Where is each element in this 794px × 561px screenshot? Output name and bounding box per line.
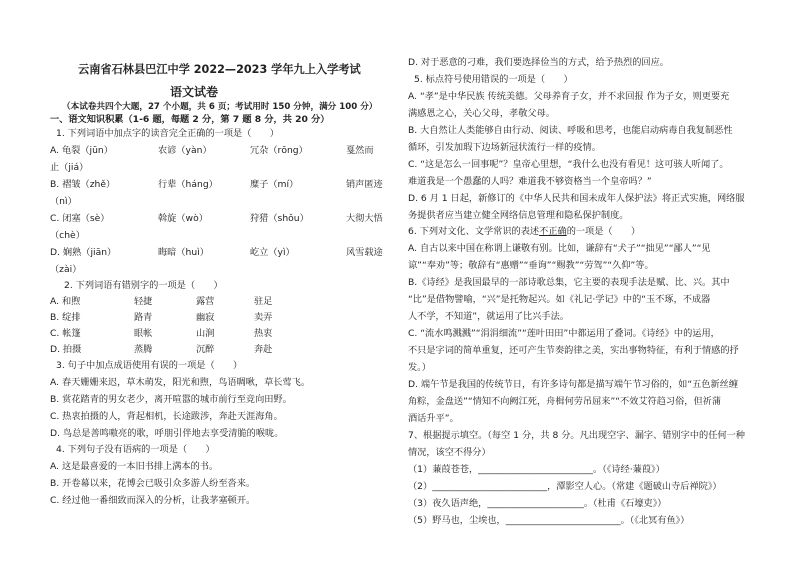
- question-7-cont: 情况，该空不得分）: [408, 447, 491, 458]
- q6-line-4: “比”是借物譬喻，“兴”是托物起兴。如《礼记·学记》中的“玉不琢，不成器: [408, 294, 711, 305]
- q5-line-1: A. “孝”是中华民族 传统美德。父母养育子女，并不求回报 作为子女，则更要充: [408, 91, 730, 102]
- q5-line-5: C. “这是怎么一回事呢”？皇帝心里想，“我什么也没有看见！这可骇人听闻了。: [408, 159, 729, 170]
- section-1-heading: 一、语文知识积累（1-6 题，每题 2 分，第 7 题 8 分，共 20 分）: [50, 114, 330, 125]
- exam-title: 云南省石林县巴江中学 2022—2023 学年九上入学考试: [78, 63, 361, 76]
- q1-option-b-wrap: （nì）: [50, 196, 77, 207]
- q6-line-8: 发。）: [408, 362, 431, 373]
- exam-subtitle: 语文试卷: [170, 85, 219, 99]
- q4-option-a: A. 这是最喜爱的一本旧书排上满本的书。: [50, 461, 219, 472]
- q6-emphasis: 不正确: [539, 226, 567, 237]
- q3-option-d: D. 鸟总是善鸣嗷亮的歌，呼朋引伴地去享受清脆的喉咙。: [50, 428, 284, 439]
- q5-line-8: 务提供者应当建立健全网络信息管理和隐私保护制度。: [408, 210, 629, 221]
- q7-item-5: （5）野马也，尘埃也，_________________________。（《北冥有鱼》）: [408, 515, 690, 526]
- question-5: 5. 标点符号使用错误的一项是（ ）: [414, 74, 573, 85]
- question-1: 1. 下列词语中加点字的读音完全正确的一项是（ ）: [56, 128, 279, 139]
- q6-line-3: B.《诗经》是我国最早的一部诗歌总集，它主要的表现手法是赋、比、兴。其中: [408, 277, 730, 288]
- q6-line-6: C. “流水鸣溅溅”“涓涓细流”“莲叶田田”中都运用了叠词。《诗经》中的运用，: [408, 328, 720, 339]
- q1-option-d-wrap: （zài）: [50, 264, 82, 275]
- q7-item-1: （1）蒹葭苍苍，_________________________。（《诗经·蒹葭》）: [408, 464, 665, 475]
- q3-option-b: B. 赏花踏青的男女老少，离开喧嚣的城市前行至竞向田野。: [50, 394, 292, 405]
- question-6: 6. 下列对文化、文学常识的表述不正确的一项是（ ）: [408, 226, 641, 237]
- question-4: 4. 下列句子没有语病的一项是（ ）: [56, 444, 215, 455]
- q1-option-a-wrap: 止（jiá）: [50, 162, 89, 173]
- q5-line-2: 满感恩之心，关心父母，孝敬父母。: [408, 108, 555, 119]
- q3-option-a: A. 春天姗姗来迟，草木萌发，阳光和煦，鸟语啁啾，草长莺飞。: [50, 377, 311, 388]
- question-2: 2. 下列词语有错别字的一项是（ ）: [64, 280, 223, 291]
- q4-option-d: D. 对于恶意的刁难，我们要选择俭当的方式，给予热烈的回应。: [408, 57, 669, 68]
- q4-option-c: C. 经过他一番细致而深入的分析，让我茅塞顿开。: [50, 495, 256, 506]
- q6-line-2: 谅”“奉劝”等；敬辞有“惠赠”“垂询”“赐教”“劳驾”“久仰”等。: [408, 260, 654, 271]
- q5-line-4: 循环，引发加瑕下边场新冠状流行一样的疫情。: [408, 142, 601, 153]
- q6-line-11: 酒话升平”。: [408, 413, 459, 424]
- question-3: 3. 句子中加点成语使用有误的一项是（ ）: [56, 360, 243, 371]
- q7-item-3: （3）夜久语声绝，_____________________。（杜甫《石壕吏》）: [408, 498, 667, 509]
- q4-option-b: B. 开卷幕以来，花博会已吸引众多游人纷至沓来。: [50, 478, 256, 489]
- q6-line-9: D. 端午节是我国的传统节日，有许多诗句都是描写端午节习俗的，如“五色新丝缠: [408, 379, 739, 390]
- q6-line-5: 人不学，不知道”，就运用了比兴手法。: [408, 311, 569, 322]
- q3-option-c: C. 热衷拍摄的人，背起相机，长途跋涉，奔赴天涯海角。: [50, 411, 283, 422]
- q6-line-10: 角粽，金盘送”“情知不向阙江死，舟楫何劳吊屈来”“不效艾符趋习俗，但祈蒲: [408, 396, 722, 407]
- q5-line-7: D. 6 月 1 日起，新修订的《中华人民共和国未成年人保护法》将正式实施，网络服: [408, 193, 745, 204]
- exam-note: （本试卷共四个大题，27 个小题，共 6 页；考试用时 150 分钟，满分 100 分）: [62, 102, 378, 112]
- question-7: 7、根据提示填空。（每空 1 分，共 8 分。凡出现空字、漏字、错别字中的任何一种: [408, 430, 745, 441]
- q1-option-c-wrap: （chè）: [50, 230, 85, 241]
- q5-line-6: 难道我是一个愚蠢的人吗？难道我不够资格当一个皇帝吗？”: [408, 176, 652, 187]
- q6-line-7: 不只是字词的简单重复，还可产生节奏韵律之美，实出事物特征，有利于情感的抒: [408, 345, 739, 356]
- q5-line-3: B. 大自然让人类能够自由行动、阅读、呼吸和思考，也能启动病毒自我复制恶性: [408, 125, 733, 136]
- q7-item-2: （2）_________________________，潭影空人心。（常建《题破山寺后禅院》）: [408, 481, 722, 492]
- q6-line-1: A. 自古以来中国在称谓上谦敬有别。比如，谦辞有“犬子”“拙见”“鄙人”“见: [408, 243, 711, 254]
